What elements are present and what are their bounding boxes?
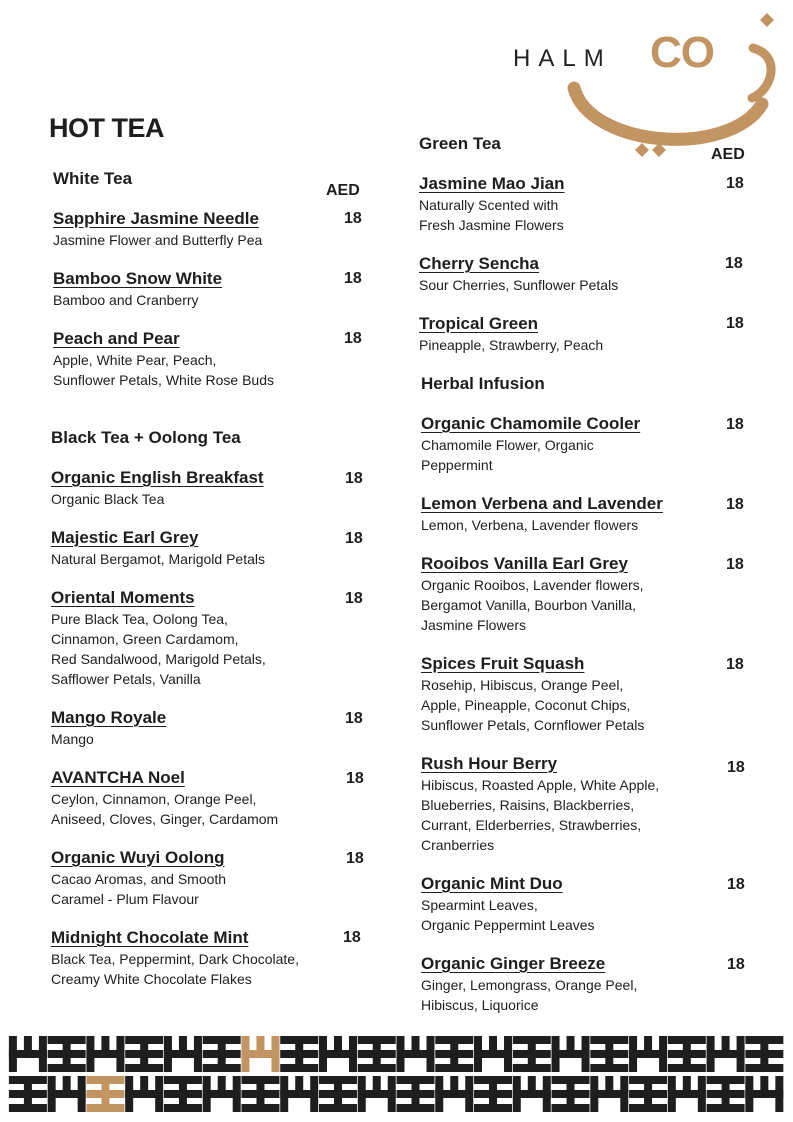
item-price: 18 (343, 929, 361, 946)
item-name: Bamboo Snow White (53, 269, 223, 288)
item-desc: Mango (51, 731, 94, 747)
item-name: Rooibos Vanilla Earl Grey (421, 554, 628, 573)
item-price: 18 (726, 315, 744, 332)
section-heading-white-tea: White Tea (53, 169, 133, 188)
pattern-glyph (629, 1036, 667, 1072)
pattern-glyph (745, 1076, 783, 1112)
item-name: Organic English Breakfast (51, 468, 264, 487)
pattern-glyph (668, 1036, 706, 1072)
item-desc: Bamboo and Cranberry (53, 292, 199, 308)
pattern-glyph (397, 1036, 435, 1072)
item-desc: Chamomile Flower, Organic (421, 437, 594, 453)
item-desc: Hibiscus, Roasted Apple, White Apple, (421, 777, 660, 793)
logo-arabic-mark-icon (560, 8, 780, 168)
item-price: 18 (726, 175, 744, 192)
item-desc: Peppermint (421, 457, 493, 473)
item-price: 18 (726, 556, 744, 573)
item-price: 18 (344, 210, 362, 227)
menu-item (51, 848, 226, 909)
item-desc: Jasmine Flower and Butterfly Pea (53, 232, 263, 248)
item-name: Majestic Earl Grey (51, 528, 199, 547)
pattern-glyph (745, 1036, 783, 1072)
item-desc: Blueberries, Raisins, Blackberries, (421, 797, 635, 813)
menu-item (419, 174, 565, 235)
item-name: Mango Royale (51, 708, 167, 727)
item-price: 18 (726, 416, 744, 433)
item-name: Spices Fruit Squash (421, 654, 585, 673)
item-name: Organic Wuyi Oolong (51, 848, 225, 867)
pattern-glyph (164, 1076, 202, 1112)
item-desc: Sour Cherries, Sunflower Petals (419, 277, 619, 293)
item-desc: Safflower Petals, Vanilla (51, 671, 201, 687)
page-title: HOT TEA (49, 113, 164, 143)
pattern-glyph (9, 1036, 47, 1072)
pattern-glyph (203, 1036, 241, 1072)
item-price: 18 (344, 330, 362, 347)
pattern-glyph (474, 1076, 512, 1112)
item-desc: Fresh Jasmine Flowers (419, 217, 564, 233)
pattern-glyph (280, 1076, 318, 1112)
section-heading-green-tea: Green Tea (419, 134, 501, 153)
item-desc: Cranberries (421, 837, 495, 853)
menu-item (51, 928, 299, 989)
menu-item (421, 414, 640, 475)
item-price: 18 (727, 759, 745, 776)
item-desc: Natural Bergamot, Marigold Petals (51, 551, 265, 567)
pattern-glyph (552, 1076, 590, 1112)
menu-item (421, 554, 644, 635)
pattern-glyph (590, 1076, 628, 1112)
menu-item (421, 494, 663, 535)
item-price: 18 (346, 770, 364, 787)
pattern-glyph (86, 1036, 124, 1072)
menu-item (53, 329, 274, 390)
pattern-glyph (668, 1076, 706, 1112)
menu-item (421, 874, 595, 935)
item-desc: Black Tea, Peppermint, Dark Chocolate, (51, 951, 299, 967)
item-price: 18 (727, 876, 745, 893)
pattern-glyph (513, 1076, 551, 1112)
item-desc: Apple, Pineapple, Coconut Chips, (421, 697, 631, 713)
item-name: Organic Ginger Breeze (421, 954, 606, 973)
menu-item (53, 209, 262, 250)
item-name: Cherry Sencha (419, 254, 539, 273)
pattern-glyph (86, 1076, 124, 1112)
item-name: Organic Chamomile Cooler (421, 414, 641, 433)
pattern-glyph (707, 1076, 745, 1112)
section-heading-herbal-infusion: Herbal Infusion (421, 374, 545, 393)
item-desc: Currant, Elderberries, Strawberries, (421, 817, 642, 833)
item-name: Rush Hour Berry (421, 754, 558, 773)
item-desc: Rosehip, Hibiscus, Orange Peel, (421, 677, 624, 693)
pattern-glyph (125, 1036, 163, 1072)
item-price: 18 (346, 850, 364, 867)
item-name: Sapphire Jasmine Needle (53, 209, 259, 228)
pattern-glyph (241, 1036, 279, 1072)
pattern-glyph (552, 1036, 590, 1072)
item-price: 18 (345, 530, 363, 547)
menu-item (51, 528, 265, 569)
menu-item (51, 468, 264, 509)
pattern-glyph (319, 1076, 357, 1112)
item-price: 18 (727, 956, 745, 973)
logo-wordmark: HALM (513, 45, 612, 72)
pattern-glyph (241, 1076, 279, 1112)
item-price: 18 (726, 656, 744, 673)
menu-item (419, 254, 618, 295)
item-desc: Bergamot Vanilla, Bourbon Vanilla, (421, 597, 637, 613)
pattern-glyph (48, 1076, 86, 1112)
item-desc: Jasmine Flowers (421, 617, 527, 633)
item-desc: Caramel - Plum Flavour (51, 891, 199, 907)
item-name: Jasmine Mao Jian (419, 174, 565, 193)
menu-item (51, 768, 278, 829)
item-desc: Cacao Aromas, and Smooth (51, 871, 227, 887)
item-desc: Red Sandalwood, Marigold Petals, (51, 651, 266, 667)
item-desc: Hibiscus, Liquorice (421, 997, 539, 1013)
item-name: Oriental Moments (51, 588, 195, 607)
item-desc: Aniseed, Cloves, Ginger, Cardamom (51, 811, 279, 827)
pattern-glyph (164, 1036, 202, 1072)
menu-item (53, 269, 222, 310)
item-price: 18 (345, 590, 363, 607)
item-desc: Ceylon, Cinnamon, Orange Peel, (51, 791, 257, 807)
pattern-glyph (629, 1076, 667, 1112)
item-desc: Pure Black Tea, Oolong Tea, (51, 611, 228, 627)
pattern-glyph (358, 1076, 396, 1112)
item-name: Organic Mint Duo (421, 874, 563, 893)
item-price: 18 (345, 470, 363, 487)
item-desc: Ginger, Lemongrass, Orange Peel, (421, 977, 638, 993)
item-desc: Apple, White Pear, Peach, (53, 352, 217, 368)
pattern-glyph (48, 1036, 86, 1072)
pattern-glyph (9, 1076, 47, 1112)
menu-item (421, 654, 644, 735)
menu-item (421, 754, 659, 855)
item-desc: Organic Rooibos, Lavender flowers, (421, 577, 644, 593)
section-heading-black-tea: Black Tea + Oolong Tea (51, 428, 241, 447)
pattern-glyph (513, 1036, 551, 1072)
pattern-glyph (590, 1036, 628, 1072)
pattern-glyph (435, 1076, 473, 1112)
item-desc: Cinnamon, Green Cardamom, (51, 631, 239, 647)
pattern-glyph (435, 1036, 473, 1072)
pattern-glyph (280, 1036, 318, 1072)
pattern-glyph (397, 1076, 435, 1112)
item-desc: Organic Peppermint Leaves (421, 917, 595, 933)
pattern-glyph (203, 1076, 241, 1112)
item-desc: Lemon, Verbena, Lavender flowers (421, 517, 639, 533)
menu-item (419, 314, 603, 355)
item-desc: Sunflower Petals, Cornflower Petals (421, 717, 645, 733)
item-desc: Organic Black Tea (51, 491, 165, 507)
pattern-glyph (319, 1036, 357, 1072)
item-name: Tropical Green (419, 314, 539, 333)
menu-item (51, 708, 166, 749)
item-desc: Pineapple, Strawberry, Peach (419, 337, 604, 353)
item-name: Midnight Chocolate Mint (51, 928, 249, 947)
pattern-glyph (358, 1036, 396, 1072)
item-price: 18 (345, 710, 363, 727)
item-price: 18 (725, 255, 743, 272)
decorative-pattern-footer (8, 1032, 785, 1114)
item-name: AVANTCHA Noel (51, 768, 185, 787)
pattern-glyph (474, 1036, 512, 1072)
item-name: Peach and Pear (53, 329, 180, 348)
item-price: 18 (344, 270, 362, 287)
item-desc: Spearmint Leaves, (421, 897, 538, 913)
item-name: Lemon Verbena and Lavender (421, 494, 663, 513)
item-price: 18 (726, 496, 744, 513)
item-desc: Naturally Scented with (419, 197, 559, 213)
pattern-glyph (125, 1076, 163, 1112)
item-desc: Creamy White Chocolate Flakes (51, 971, 252, 987)
pattern-glyph (707, 1036, 745, 1072)
currency-label: AED (326, 182, 360, 199)
menu-item (51, 588, 266, 689)
currency-label: AED (711, 146, 745, 163)
logo-co: CO (650, 28, 714, 77)
item-desc: Sunflower Petals, White Rose Buds (53, 372, 274, 388)
menu-item (421, 954, 637, 1015)
